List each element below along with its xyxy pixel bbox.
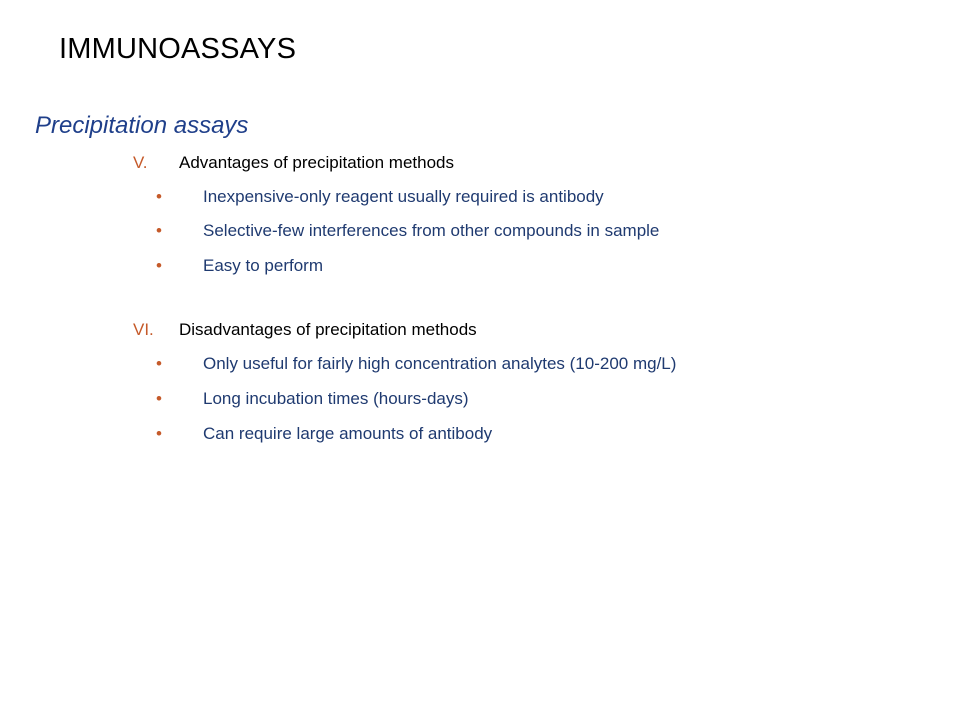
section-numeral: V. (133, 153, 148, 172)
slide-subtitle: Precipitation assays (35, 112, 249, 139)
bullet-text: Long incubation times (hours-days) (203, 389, 469, 408)
bullet-text: Can require large amounts of antibody (203, 424, 493, 443)
bullet-text: Easy to perform (203, 256, 323, 275)
section-heading-text: Disadvantages of precipitation methods (179, 320, 477, 339)
slide-title: IMMUNOASSAYS (59, 33, 297, 65)
bullet-icon: • (156, 187, 162, 206)
bullet-icon: • (156, 424, 162, 443)
section-numeral: VI. (133, 320, 154, 339)
bullet-text: Inexpensive-only reagent usually required is antibody (203, 187, 604, 206)
bullet-text: Selective-few interferences from other compounds in sample (203, 221, 660, 240)
bullet-icon: • (156, 389, 162, 408)
bullet-icon: • (156, 256, 162, 275)
section-heading-text: Advantages of precipitation methods (179, 153, 455, 172)
bullet-icon: • (156, 354, 162, 373)
bullet-text: Only useful for fairly high concentration analytes (10-200 mg/L) (203, 354, 677, 373)
bullet-icon: • (156, 221, 162, 240)
